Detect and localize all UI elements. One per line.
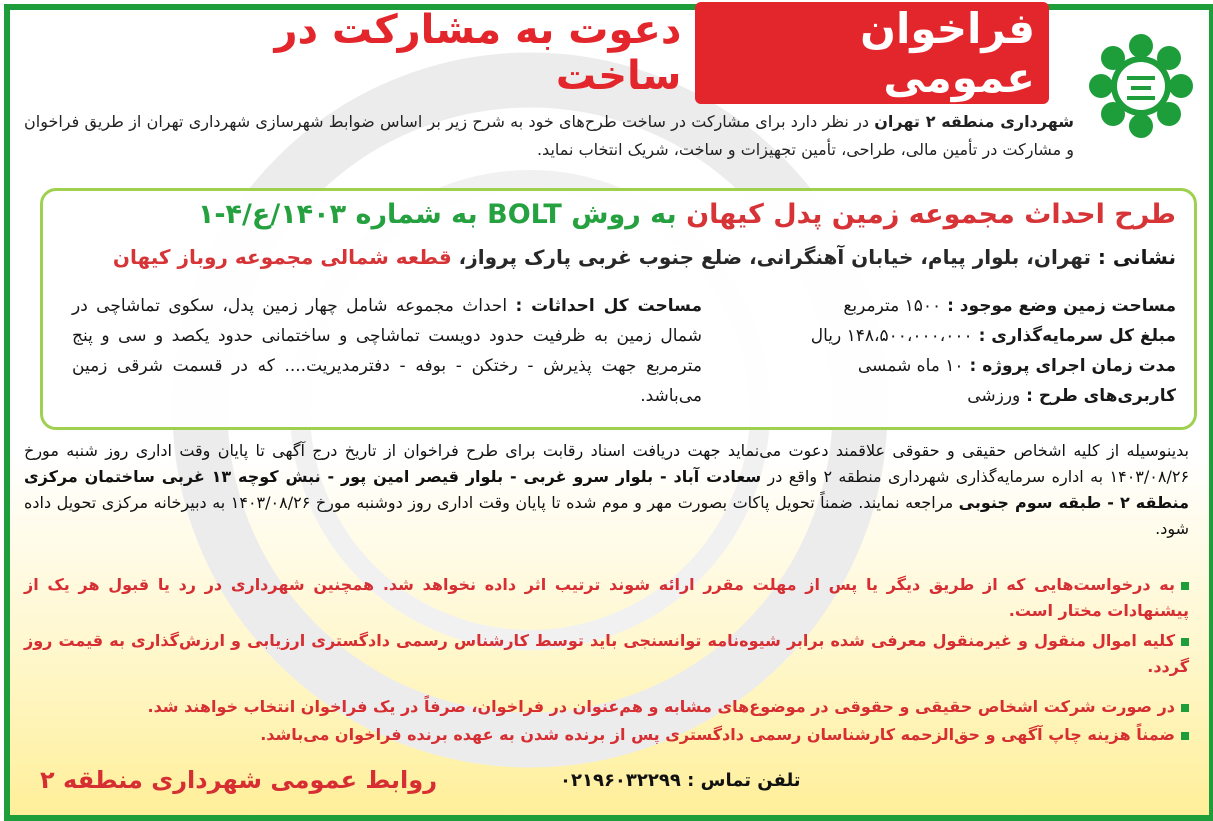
ad-title [160, 4, 1049, 102]
address-highlight: قطعه شمالی مجموعه روباز کیهان [112, 245, 452, 269]
bullet-square-icon [1181, 582, 1189, 590]
address-label: نشانی : [1097, 245, 1176, 269]
spec-row [746, 381, 1176, 411]
bullet-text: ضمناً هزینه چاپ آگهی و حق‌الزحمه کارشناسان رسمی دادگستری پس از برنده شدن به عهده برنده فراخوان می‌باشد. [260, 725, 1175, 744]
body-p2: مراجعه نمایند. ضمناً تحویل پاکات بصورت مهر و موم شده تا پایان وقت اداری روز دوشنبه مورخ ۱۴۰۳/۰۸/۲۶ به دبیرخانه مرکزی تحویل داده شود. [24, 493, 1189, 538]
spec-row [746, 291, 1176, 321]
project-title [61, 199, 1176, 230]
body-p1: بدینوسیله از کلیه اشخاص حقیقی و حقوقی علاقمند دعوت می‌نماید جهت دریافت اسناد رقابت برای طرح فراخوان از تاریخ درج آگهی تا پایان وقت اداری روز شنبه مورخ ۱۴۰۳/۰۸/۲۶ به اداره سرمایه‌گذاری شهرداری منطقه ۲ واقع در [24, 441, 1190, 486]
title-highlight: فراخوان عمومی [695, 2, 1049, 104]
address-text: تهران، بلوار پیام، خیابان آهنگرانی، ضلع جنوب غربی پارک پرواز، [458, 245, 1091, 269]
project-specs [746, 291, 1176, 411]
phone-number: ۰۲۱۹۶۰۳۲۲۹۹ [560, 770, 681, 791]
title-rest: دعوت به مشارکت در ساخت [274, 7, 682, 99]
spec-row [746, 321, 1176, 351]
project-title-part2: به روش BOLT به شماره ۱۴۰۳/ع/۴-۱ [197, 199, 677, 230]
bullet-text: کلیه اموال منقول و غیرمنقول معرفی شده برابر شیوه‌نامه توانسنجی باید توسط کارشناس رسمی دادگستری ارزیابی و ارزش‌گذاری به قیمت روز گردد. [24, 631, 1189, 676]
bullet-square-icon [1181, 704, 1189, 712]
area-label: مساحت کل احداثات : [515, 296, 703, 316]
spec-label: مبلغ کل سرمایه‌گذاری : [978, 326, 1176, 346]
spec-label: مدت زمان اجرای پروژه : [969, 356, 1176, 376]
spec-label: کاربری‌های طرح : [1026, 386, 1176, 406]
bullet-square-icon [1181, 638, 1189, 646]
bullet-text: در صورت شرکت اشخاص حقیقی و حقوقی در موضوع‌های مشابه و هم‌عنوان در فراخوان، صرفاً در یک فراخوان انتخاب خواهند شد. [147, 697, 1175, 716]
bullet-square-icon [1181, 732, 1189, 740]
bullet-text: به درخواست‌هایی که از طریق دیگر یا پس از مهلت مقرر ارائه شوند ترتیب اثر داده نخواهد شد. همچنین شهرداری در رد یا قبول هر یک از پیشنهادات مختار است. [24, 575, 1189, 620]
bullet-item [24, 694, 1189, 720]
signature: روابط عمومی شهرداری منطقه ۲ [40, 766, 438, 794]
intro-org: شهرداری منطقه ۲ تهران [874, 112, 1075, 131]
intro-text: در نظر دارد برای مشارکت در ساخت طرح‌های خود به شرح زیر بر اساس ضوابط شهرسازی شهرداری تهران از طریق فراخوان و مشارکت در تأمین مالی، طراحی، تأمین تجهیزات و ساخت، شریک انتخاب نماید. [24, 112, 1074, 159]
spec-value: ورزشی [967, 386, 1021, 406]
phone-line [560, 770, 801, 791]
spec-row [746, 351, 1176, 381]
ad-frame [4, 4, 1213, 821]
spec-value: ۱۴۸،۵۰۰،۰۰۰،۰۰۰ ریال [810, 326, 973, 346]
project-title-part1: طرح احداث مجموعه زمین پدل کیهان [686, 199, 1176, 230]
bullet-item [24, 572, 1189, 624]
project-address [61, 245, 1176, 269]
body-address: سعادت آباد - بلوار سرو غربی - بلوار قیصر امین پور - نبش کوچه ۱۳ غربی ساختمان مرکزی منطقه ۲ - طبقه سوم جنوبی [24, 467, 1189, 512]
area-text: احداث مجموعه شامل چهار زمین پدل، سکوی تماشاچی در شمال زمین به ظرفیت حدود دویست تماشاچی و ساختمانی حدود یکصد و سی و پنج مترمربع جهت پذیرش - رختکن - بوفه - دفترمدیریت.... که در قسمت شرقی زمین می‌باشد. [72, 296, 702, 406]
body-paragraph [24, 438, 1189, 542]
phone-label: تلفن تماس : [687, 770, 801, 791]
project-box [40, 188, 1197, 430]
bullet-item [24, 628, 1189, 680]
bullet-item [24, 722, 1189, 748]
spec-value: ۱۰ ماه شمسی [857, 356, 964, 376]
project-area [72, 291, 702, 411]
spec-label: مساحت زمین وضع موجود : [947, 296, 1176, 316]
spec-value: ۱۵۰۰ مترمربع [843, 296, 942, 316]
tehran-municipality-logo [1087, 32, 1195, 140]
intro-paragraph [24, 108, 1074, 164]
